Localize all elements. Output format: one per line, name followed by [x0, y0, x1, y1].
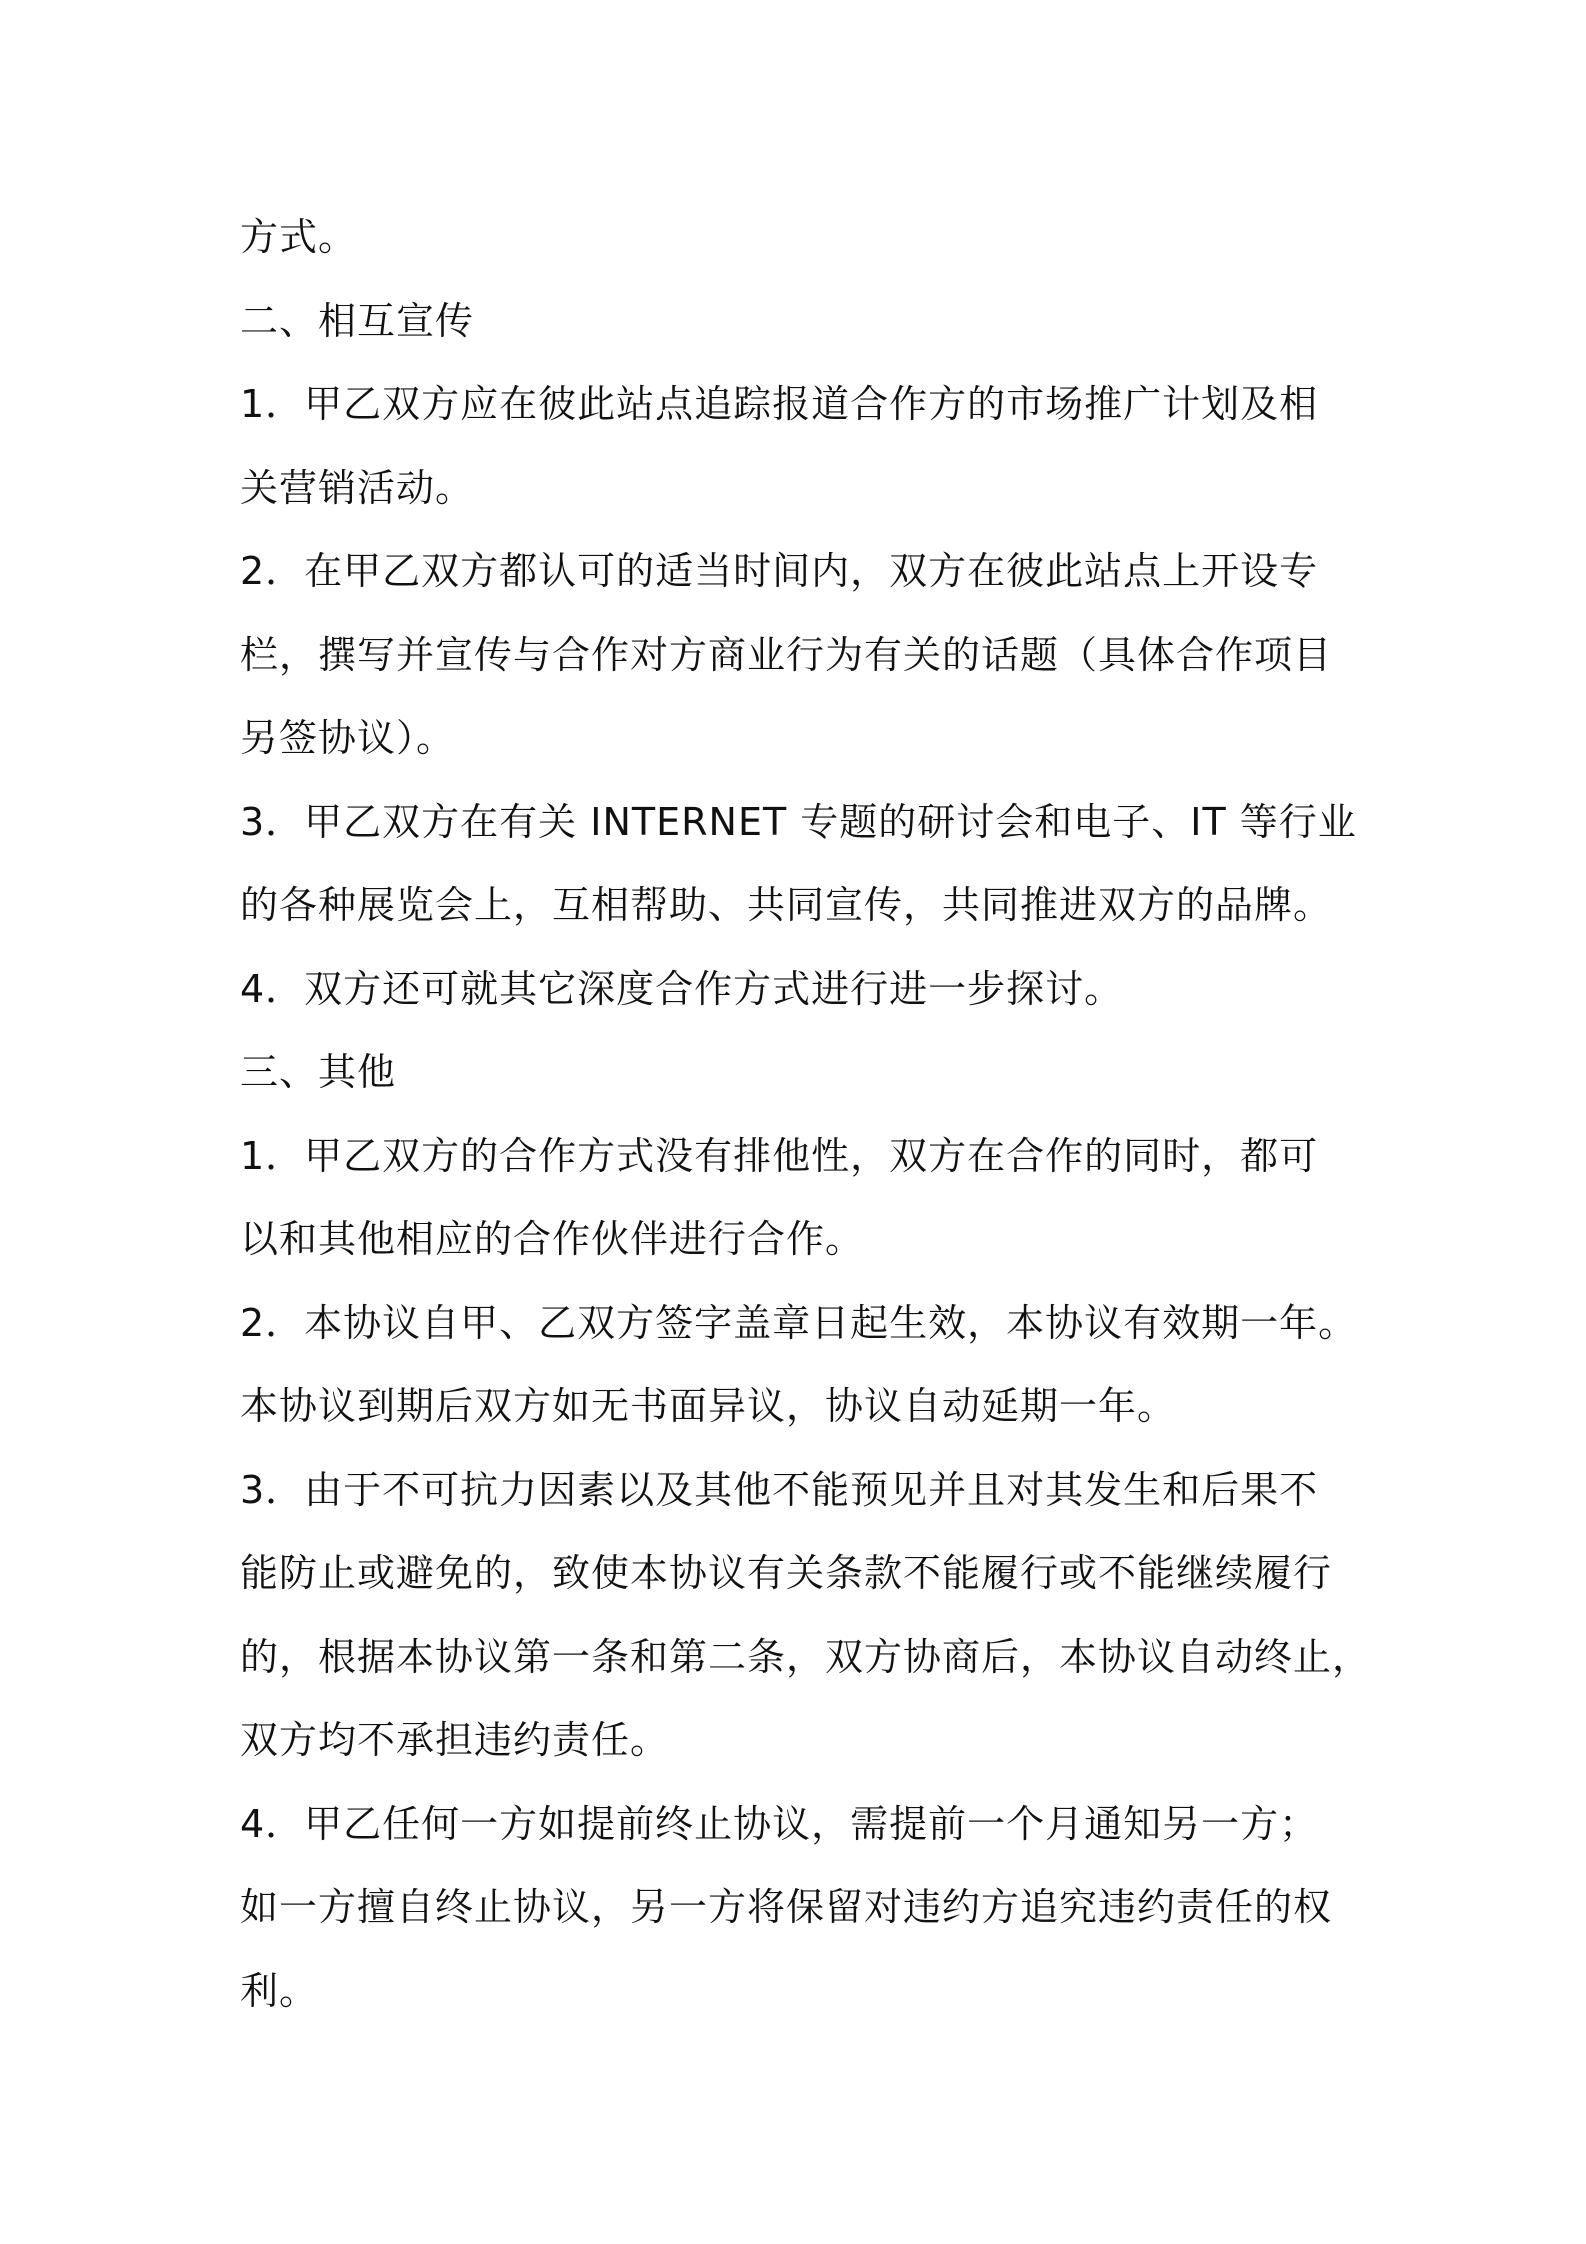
text-line: 3．甲乙双方在有关 INTERNET 专题的研讨会和电子、IT 等行业	[240, 799, 1357, 844]
text-line: 2．本协议自甲、乙双方签字盖章日起生效，本协议有效期一年。	[240, 1300, 1358, 1345]
text-line: 关营销活动。	[240, 465, 475, 510]
text-line: 以和其他相应的合作伙伴进行合作。	[240, 1217, 865, 1261]
section-heading: 三、其他	[240, 1050, 397, 1094]
text-line: 的各种展览会上，互相帮助、共同宣传，共同推进双方的品牌。	[240, 883, 1333, 927]
text-line: 3．由于不可抗力因素以及其他不能预见并且对其发生和后果不	[240, 1467, 1319, 1512]
text-line: 如一方擅自终止协议，另一方将保留对违约方追究违约责任的权	[240, 1885, 1333, 1929]
section-heading: 二、相互宣传	[240, 298, 475, 343]
text-line: 的，根据本协议第一条和第二条，双方协商后，本协议自动终止，	[240, 1634, 1372, 1679]
text-line: 利。	[240, 1968, 319, 2013]
text-line: 双方均不承担违约责任。	[240, 1718, 670, 1762]
text-line: 1．甲乙双方应在彼此站点追踪报道合作方的市场推广计划及相	[240, 382, 1319, 426]
text-line: 4．双方还可就其它深度合作方式进行进一步探讨。	[240, 966, 1124, 1011]
text-line: 1．甲乙双方的合作方式没有排他性，双方在合作的同时，都可	[240, 1133, 1319, 1178]
text-line: 栏，撰写并宣传与合作对方商业行为有关的话题（具体合作项目	[240, 632, 1333, 677]
text-line: 本协议到期后双方如无书面异议，协议自动延期一年。	[240, 1384, 1177, 1428]
document-body	[240, 196, 1370, 2033]
text-line: 方式。	[240, 215, 358, 259]
text-line: 2．在甲乙双方都认可的适当时间内，双方在彼此站点上开设专	[240, 549, 1319, 593]
text-line: 能防止或避免的，致使本协议有关条款不能履行或不能继续履行	[240, 1551, 1333, 1595]
text-line: 另签协议）。	[240, 716, 456, 760]
text-line: 4．甲乙任何一方如提前终止协议，需提前一个月通知另一方；	[240, 1801, 1319, 1846]
